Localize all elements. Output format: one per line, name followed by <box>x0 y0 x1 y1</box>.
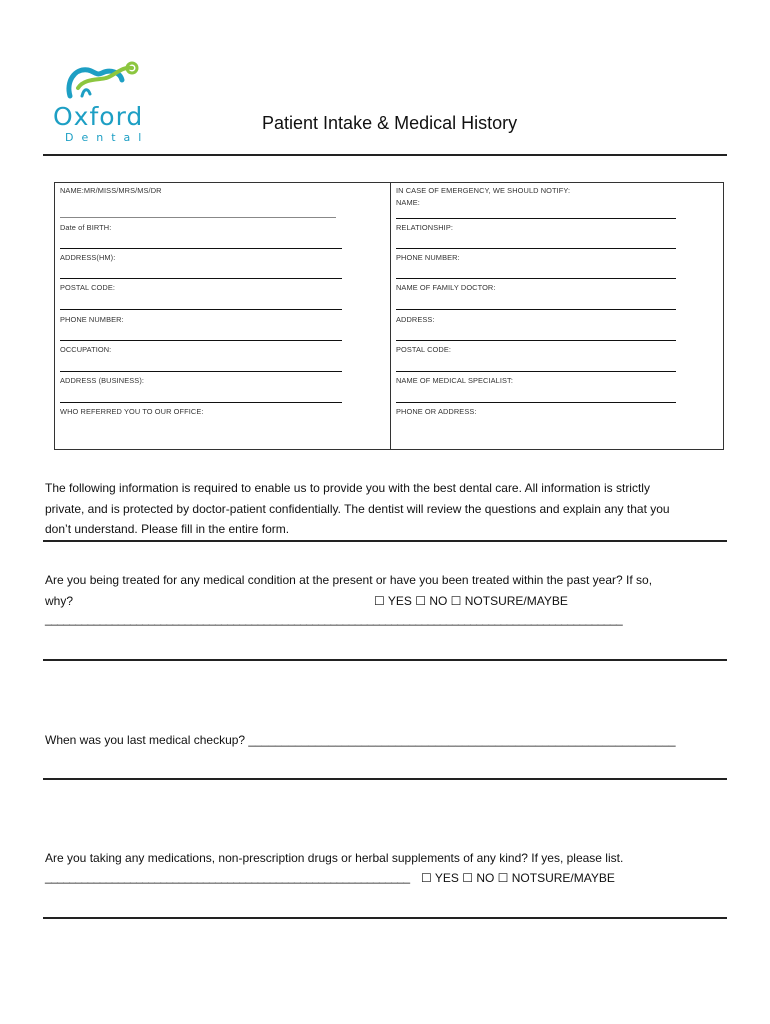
occupation-input[interactable] <box>60 371 342 372</box>
page-title: Patient Intake & Medical History <box>262 113 518 133</box>
patient-info-form <box>54 182 724 450</box>
relationship-input[interactable] <box>396 248 676 249</box>
doctor-postal-code-input[interactable] <box>396 371 676 372</box>
label-address-business: ADDRESS (BUSINESS): <box>60 376 145 385</box>
label-referred-by: WHO REFERRED YOU TO OUR OFFICE: <box>60 407 204 416</box>
logo-subword: Dental <box>65 131 150 144</box>
address-business-input[interactable] <box>60 402 342 403</box>
postal-code-input[interactable] <box>60 309 342 310</box>
q2-divider <box>43 778 727 780</box>
label-emergency-phone: PHONE NUMBER: <box>396 253 460 262</box>
header-divider <box>43 154 727 156</box>
intro-line-1: The following information is required to enable us to provide you with the best dental care. All information is strictly <box>45 481 650 495</box>
q2-text[interactable]: When was you last medical checkup? ________________________________________________________________ <box>45 733 676 747</box>
intro-paragraph <box>45 478 670 540</box>
label-relationship: RELATIONSHIP: <box>396 223 454 232</box>
name-input[interactable] <box>60 217 336 218</box>
address-home-input[interactable] <box>60 278 342 279</box>
label-family-doctor: NAME OF FAMILY DOCTOR: <box>396 283 496 292</box>
column-divider <box>390 183 391 449</box>
emergency-phone-input[interactable] <box>396 278 676 279</box>
q1-answer-line[interactable]: _______________________________________________________________________________________________ <box>45 612 623 626</box>
date-of-birth-input[interactable] <box>60 248 342 249</box>
label-name: NAME:MR/MISS/MRS/MS/DR <box>60 186 162 195</box>
label-medical-specialist: NAME OF MEDICAL SPECIALIST: <box>396 376 514 385</box>
tooth-logo-icon <box>48 58 158 108</box>
q1-divider <box>43 659 727 661</box>
label-doctor-postal-code: POSTAL CODE: <box>396 345 451 354</box>
q3-text: Are you taking any medications, non-prescription drugs or herbal supplements of any kind? If yes, please list. <box>45 851 624 865</box>
q1-options[interactable]: ☐ YES ☐ NO ☐ NOTSURE/MAYBE <box>374 594 568 608</box>
label-doctor-address: ADDRESS: <box>396 315 435 324</box>
intro-line-3: don’t understand. Please fill in the entire form. <box>45 522 290 536</box>
emergency-name-input[interactable] <box>396 218 676 219</box>
q3-answer-line[interactable]: ____________________________________________________________ <box>45 870 410 884</box>
phone-number-input[interactable] <box>60 340 342 341</box>
label-emergency-notify: IN CASE OF EMERGENCY, WE SHOULD NOTIFY: <box>396 186 571 195</box>
medical-specialist-input[interactable] <box>396 402 676 403</box>
label-postal-code: POSTAL CODE: <box>60 283 115 292</box>
section-divider <box>43 540 727 542</box>
logo-wordmark: Oxford <box>53 102 144 131</box>
intro-line-2: private, and is protected by doctor-patient confidentially. The dentist will review the questions and explain any that you <box>45 501 670 516</box>
q1-text-line-1: Are you being treated for any medical condition at the present or have you been treated within the past year? If so, <box>45 573 653 587</box>
oxford-dental-logo <box>48 58 158 148</box>
q3-divider <box>43 917 727 919</box>
label-emergency-name: NAME: <box>396 198 420 207</box>
label-phone-or-address: PHONE OR ADDRESS: <box>396 407 477 416</box>
label-date-of-birth: Date of BIRTH: <box>60 223 112 232</box>
q1-text-line-2: why? <box>45 594 74 608</box>
label-address-home: ADDRESS(HM): <box>60 253 116 262</box>
label-occupation: OCCUPATION: <box>60 345 112 354</box>
q3-options[interactable]: ☐ YES ☐ NO ☐ NOTSURE/MAYBE <box>421 871 615 885</box>
doctor-address-input[interactable] <box>396 340 676 341</box>
family-doctor-input[interactable] <box>396 309 676 310</box>
label-phone-number: PHONE NUMBER: <box>60 315 124 324</box>
